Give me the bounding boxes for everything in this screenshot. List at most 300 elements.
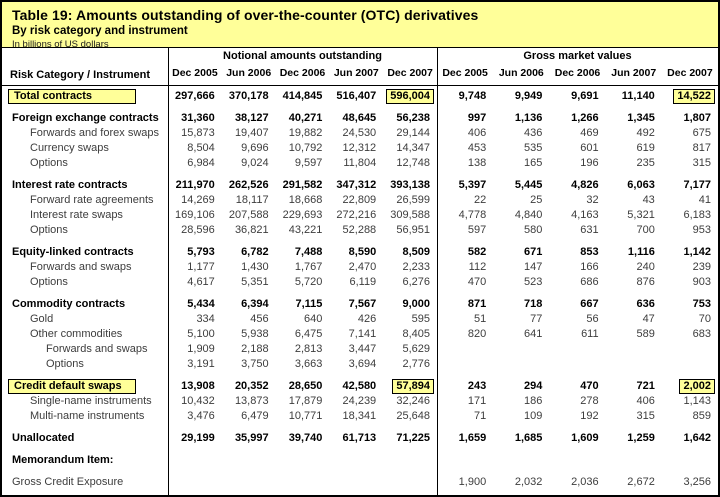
value-cell: 636: [636, 298, 655, 310]
value-cell: 686: [580, 276, 599, 288]
value-cell: 28,596: [181, 224, 215, 236]
value-cell: 48,645: [342, 112, 377, 124]
value-cell: 393,138: [390, 179, 430, 191]
column-header-dec-2007: Dec 2007: [667, 67, 713, 79]
value-cell: [606, 342, 662, 357]
notional-values: [168, 156, 437, 171]
value-cell: 61,713: [342, 432, 377, 444]
value-cell: 619: [636, 142, 655, 154]
value-cell: 24,239: [342, 395, 377, 407]
value-cell: 52,288: [342, 224, 377, 236]
value-cell: 5,629: [402, 343, 430, 355]
row-gap: [2, 424, 718, 431]
column-header-jun-2006: Jun 2006: [498, 67, 544, 79]
value-cell: 6,479: [241, 410, 269, 422]
value-cell: 38,127: [234, 112, 269, 124]
row-label: Memorandum Item:: [12, 454, 114, 466]
value-cell: 29,199: [181, 432, 215, 444]
value-cell: 18,117: [235, 194, 269, 206]
value-cell: 876: [636, 276, 655, 288]
value-cell: 24,530: [342, 127, 377, 139]
value-cell: 492: [636, 127, 655, 139]
table-row: [2, 379, 718, 394]
value-cell: [549, 342, 605, 357]
notional-values: [168, 312, 437, 327]
value-cell: 186: [524, 395, 543, 407]
gross-values: [437, 453, 718, 468]
value-cell: 820: [467, 328, 487, 340]
value-cell: 239: [692, 261, 712, 273]
row-label: Forwards and forex swaps: [30, 127, 159, 139]
value-cell: 40,271: [288, 112, 323, 124]
value-cell: 6,276: [402, 276, 430, 288]
value-cell: 22: [473, 194, 487, 206]
value-cell: 1,659: [458, 432, 487, 444]
value-cell: 4,617: [187, 276, 215, 288]
row-gap: [2, 446, 718, 453]
notional-values: [168, 208, 437, 223]
value-cell: 26,599: [396, 194, 430, 206]
value-cell: 406: [636, 395, 655, 407]
row-label: Unallocated: [12, 432, 75, 444]
gross-values: [437, 223, 718, 238]
value-cell: 71: [473, 410, 487, 422]
value-cell: 41: [698, 194, 712, 206]
row-label: Options: [30, 276, 68, 288]
value-cell: 291,582: [282, 179, 323, 191]
value-cell: 535: [524, 142, 543, 154]
value-cell: 32: [586, 194, 599, 206]
value-cell: 414,845: [282, 90, 323, 102]
gross-values: [437, 475, 718, 490]
value-cell: [493, 342, 549, 357]
row-label: Interest rate swaps: [30, 209, 123, 221]
value-cell: [383, 379, 437, 394]
value-cell: [383, 453, 437, 468]
value-cell: [606, 357, 662, 372]
value-cell: 240: [636, 261, 655, 273]
value-cell: 165: [524, 157, 543, 169]
value-cell: 700: [636, 224, 655, 236]
value-cell: 859: [692, 410, 712, 422]
gross-values: [437, 275, 718, 290]
value-cell: 18,341: [342, 410, 377, 422]
value-cell: [662, 357, 718, 372]
value-cell: 42,580: [342, 380, 377, 392]
value-cell: 6,394: [241, 298, 269, 310]
value-cell: [437, 342, 493, 357]
value-cell: 6,119: [349, 276, 377, 288]
table-row: [2, 297, 718, 312]
row-label: [2, 379, 168, 394]
value-cell: 1,900: [458, 476, 487, 488]
value-cell: [329, 453, 383, 468]
value-cell: [549, 357, 605, 372]
table-row: [2, 156, 718, 171]
value-cell: 753: [692, 298, 712, 310]
value-cell: 7,488: [294, 246, 323, 258]
value-cell: 516,407: [336, 90, 377, 102]
value-cell: 9,696: [241, 142, 269, 154]
value-cell: 601: [580, 142, 599, 154]
value-cell: 1,909: [187, 343, 215, 355]
gross-values: [437, 193, 718, 208]
row-label: Interest rate contracts: [12, 179, 128, 191]
row-gap: [2, 372, 718, 379]
table-row: [2, 178, 718, 193]
value-cell: 6,183: [683, 209, 712, 221]
value-cell: 31,360: [181, 112, 215, 124]
value-cell: 3,447: [348, 343, 377, 355]
value-cell: 13,908: [181, 380, 215, 392]
gross-values: [437, 111, 718, 126]
value-cell: 2,776: [402, 358, 430, 370]
value-cell: 1,807: [683, 112, 712, 124]
table-row: [2, 475, 718, 490]
value-cell: 211,970: [175, 179, 215, 191]
highlighted-row-label: Credit default swaps: [8, 379, 136, 394]
value-cell: 112: [468, 261, 487, 273]
value-cell: 6,782: [241, 246, 269, 258]
notional-values: [168, 111, 437, 126]
gross-values: [437, 260, 718, 275]
value-cell: 853: [580, 246, 599, 258]
value-cell: [549, 453, 605, 468]
value-cell: 718: [524, 298, 543, 310]
gross-values: [437, 379, 718, 394]
value-cell: 3,256: [683, 476, 712, 488]
value-cell: 334: [196, 313, 215, 325]
value-cell: 278: [580, 395, 599, 407]
value-cell: 10,432: [181, 395, 215, 407]
row-label: Multi-name instruments: [30, 410, 145, 422]
value-cell: 17,879: [288, 395, 323, 407]
value-cell: 1,685: [514, 432, 543, 444]
value-cell: 8,504: [187, 142, 215, 154]
value-cell: 25: [530, 194, 543, 206]
value-cell: 22,809: [342, 194, 377, 206]
value-cell: 235: [636, 157, 655, 169]
row-label: Gold: [30, 313, 54, 325]
value-cell: 7,141: [348, 328, 377, 340]
value-cell: 1,143: [683, 395, 712, 407]
table-row: [2, 260, 718, 275]
unit-note: In billions of US dollars: [12, 39, 109, 48]
notional-values: [168, 453, 437, 468]
value-cell: [606, 453, 662, 468]
value-cell: 3,476: [187, 410, 215, 422]
gross-values: [437, 156, 718, 171]
value-cell: 70: [698, 313, 712, 325]
value-cell: 13,873: [234, 395, 269, 407]
value-cell: 2,470: [348, 261, 377, 273]
value-cell: 12,312: [342, 142, 377, 154]
value-cell: 370,178: [228, 90, 269, 102]
value-cell: 5,434: [187, 298, 215, 310]
value-cell: 871: [467, 298, 487, 310]
value-cell: 3,694: [348, 358, 377, 370]
column-header-jun-2006: Jun 2006: [226, 67, 272, 79]
value-cell: 272,216: [336, 209, 377, 221]
table-subtitle: By risk category and instrument: [12, 25, 188, 37]
gross-values: [437, 431, 718, 446]
col-group-notional: Notional amounts outstanding: [223, 50, 382, 62]
value-cell: 196: [580, 157, 599, 169]
value-cell: 640: [304, 313, 323, 325]
row-label: Options: [46, 358, 84, 370]
row-label: Commodity contracts: [12, 298, 126, 310]
value-cell: 1,259: [627, 432, 655, 444]
row-header-label: Risk Category / Instrument: [10, 69, 150, 81]
row-label: Currency swaps: [30, 142, 109, 154]
value-cell: 315: [692, 157, 712, 169]
value-cell: 1,430: [241, 261, 269, 273]
value-cell: 406: [467, 127, 487, 139]
value-cell: [222, 453, 276, 468]
value-cell: 1,767: [294, 261, 323, 273]
notional-values: [168, 475, 437, 490]
value-cell: 470: [580, 380, 599, 392]
value-cell: 2,032: [514, 476, 543, 488]
highlighted-value-cell: 2,002: [679, 379, 715, 394]
value-cell: [168, 475, 222, 490]
value-cell: 8,590: [348, 246, 377, 258]
value-cell: 25,648: [396, 410, 430, 422]
value-cell: 243: [467, 380, 487, 392]
value-cell: 309,588: [390, 209, 430, 221]
value-cell: 10,792: [288, 142, 323, 154]
table-row: [2, 245, 718, 260]
gross-values: [437, 178, 718, 193]
table-row: [2, 409, 718, 424]
value-cell: 43: [642, 194, 655, 206]
gross-values: [437, 409, 718, 424]
gross-values: [437, 357, 718, 372]
value-cell: 997: [467, 112, 487, 124]
table-title: Table 19: Amounts outstanding of over-the-counter (OTC) derivatives: [12, 7, 479, 23]
value-cell: 11,140: [621, 90, 655, 102]
value-cell: 14,347: [396, 142, 430, 154]
value-cell: 32,246: [396, 395, 430, 407]
value-cell: 35,997: [234, 432, 269, 444]
value-cell: 166: [580, 261, 599, 273]
value-cell: 147: [524, 261, 543, 273]
value-cell: 3,663: [294, 358, 323, 370]
value-cell: 683: [692, 328, 712, 340]
value-cell: 14,269: [181, 194, 215, 206]
value-cell: 523: [524, 276, 543, 288]
value-cell: 28,650: [288, 380, 323, 392]
value-cell: 77: [530, 313, 543, 325]
row-gap: [2, 290, 718, 297]
notional-date-row: [168, 64, 437, 85]
value-cell: 7,115: [295, 298, 323, 310]
notional-values: [168, 260, 437, 275]
value-cell: 19,407: [234, 127, 269, 139]
value-cell: 4,840: [514, 209, 543, 221]
row-label: Other commodities: [30, 328, 123, 340]
notional-values: [168, 178, 437, 193]
gross-values: [437, 208, 718, 223]
value-cell: [662, 379, 718, 394]
gross-values: [437, 245, 718, 260]
value-cell: [383, 89, 437, 104]
value-cell: 1,136: [514, 112, 543, 124]
gross-values: [437, 141, 718, 156]
gross-values: [437, 126, 718, 141]
value-cell: 2,188: [241, 343, 269, 355]
value-cell: 7,177: [683, 179, 712, 191]
value-cell: 903: [692, 276, 712, 288]
value-cell: 39,740: [288, 432, 323, 444]
column-header-dec-2005: Dec 2005: [442, 67, 488, 79]
value-cell: 671: [524, 246, 543, 258]
notional-values: [168, 379, 437, 394]
value-cell: 631: [580, 224, 599, 236]
value-cell: 1,345: [627, 112, 655, 124]
value-cell: 20,352: [234, 380, 269, 392]
table-row: [2, 394, 718, 409]
value-cell: 675: [692, 127, 712, 139]
notional-values: [168, 357, 437, 372]
value-cell: 11,804: [343, 157, 377, 169]
row-label: Gross Credit Exposure: [12, 476, 124, 488]
value-cell: 2,036: [571, 476, 599, 488]
row-label: Forward rate agreements: [30, 194, 154, 206]
column-header-dec-2005: Dec 2005: [172, 67, 218, 79]
notional-values: [168, 89, 437, 104]
value-cell: 51: [473, 313, 487, 325]
gross-values: [437, 312, 718, 327]
highlighted-row-label: Total contracts: [8, 89, 136, 104]
value-cell: [276, 453, 330, 468]
gross-values: [437, 342, 718, 357]
value-cell: 5,100: [187, 328, 215, 340]
notional-values: [168, 275, 437, 290]
table-row: [2, 431, 718, 446]
table-row: [2, 357, 718, 372]
value-cell: 3,750: [241, 358, 269, 370]
value-cell: 4,778: [458, 209, 487, 221]
value-cell: 580: [524, 224, 543, 236]
notional-values: [168, 193, 437, 208]
gross-date-row: [437, 64, 718, 85]
column-header-dec-2007: Dec 2007: [387, 67, 433, 79]
row-label: Options: [30, 224, 68, 236]
value-cell: 297,666: [175, 90, 215, 102]
value-cell: [662, 89, 718, 104]
value-cell: 56,951: [396, 224, 430, 236]
table-row: [2, 126, 718, 141]
value-cell: 36,821: [234, 224, 269, 236]
value-cell: 470: [467, 276, 487, 288]
value-cell: 315: [636, 410, 655, 422]
value-cell: [168, 453, 222, 468]
col-group-gross: Gross market values: [523, 50, 632, 62]
value-cell: [329, 475, 383, 490]
value-cell: 5,321: [627, 209, 655, 221]
value-cell: 426: [357, 313, 377, 325]
value-cell: 229,693: [282, 209, 323, 221]
gross-values: [437, 297, 718, 312]
value-cell: 109: [524, 410, 543, 422]
gross-values: [437, 327, 718, 342]
table-row: [2, 342, 718, 357]
value-cell: 817: [692, 142, 712, 154]
value-cell: [662, 342, 718, 357]
value-cell: 12,748: [396, 157, 430, 169]
table-row: [2, 223, 718, 238]
value-cell: 2,672: [627, 476, 655, 488]
table-row: [2, 141, 718, 156]
value-cell: 1,266: [571, 112, 599, 124]
value-cell: 597: [467, 224, 487, 236]
value-cell: 6,984: [187, 157, 215, 169]
highlighted-value-cell: 14,522: [673, 89, 715, 104]
table-row: [2, 89, 718, 104]
table-row: [2, 275, 718, 290]
value-cell: 15,873: [181, 127, 215, 139]
value-cell: [662, 453, 718, 468]
row-header-column: [2, 48, 168, 85]
value-cell: 611: [581, 328, 599, 340]
value-cell: 3,191: [187, 358, 215, 370]
highlighted-value-cell: 596,004: [386, 89, 434, 104]
notional-values: [168, 327, 437, 342]
value-cell: 56,238: [396, 112, 430, 124]
value-cell: 18,668: [288, 194, 323, 206]
table-row: [2, 312, 718, 327]
title-band: [2, 2, 718, 48]
value-cell: 207,588: [228, 209, 269, 221]
value-cell: 5,793: [187, 246, 215, 258]
value-cell: 56: [586, 313, 599, 325]
value-cell: 453: [467, 142, 487, 154]
value-cell: 1,116: [627, 246, 655, 258]
value-cell: 9,597: [294, 157, 323, 169]
value-cell: 9,000: [402, 298, 430, 310]
row-gap: [2, 104, 718, 111]
value-cell: 171: [467, 395, 487, 407]
value-cell: 29,144: [396, 127, 430, 139]
row-gap: [2, 238, 718, 245]
notional-values: [168, 141, 437, 156]
table-row: [2, 208, 718, 223]
value-cell: 5,445: [514, 179, 543, 191]
value-cell: [437, 453, 493, 468]
gross-values: [437, 394, 718, 409]
label-section-divider: [168, 48, 169, 495]
value-cell: 953: [692, 224, 712, 236]
value-cell: 6,063: [627, 179, 655, 191]
value-cell: 43,221: [288, 224, 323, 236]
column-header-dec-2006: Dec 2006: [554, 67, 601, 79]
notional-values: [168, 245, 437, 260]
value-cell: 71,225: [396, 432, 430, 444]
value-cell: 19,882: [288, 127, 323, 139]
notional-values: [168, 126, 437, 141]
value-cell: 1,177: [187, 261, 215, 273]
value-cell: [493, 453, 549, 468]
column-header-dec-2006: Dec 2006: [279, 67, 326, 79]
value-cell: [437, 357, 493, 372]
value-cell: 10,771: [288, 410, 323, 422]
value-cell: 138: [467, 157, 487, 169]
column-header-jun-2007: Jun 2007: [611, 67, 657, 79]
value-cell: 589: [636, 328, 655, 340]
value-cell: 169,106: [175, 209, 215, 221]
value-cell: 347,312: [336, 179, 377, 191]
